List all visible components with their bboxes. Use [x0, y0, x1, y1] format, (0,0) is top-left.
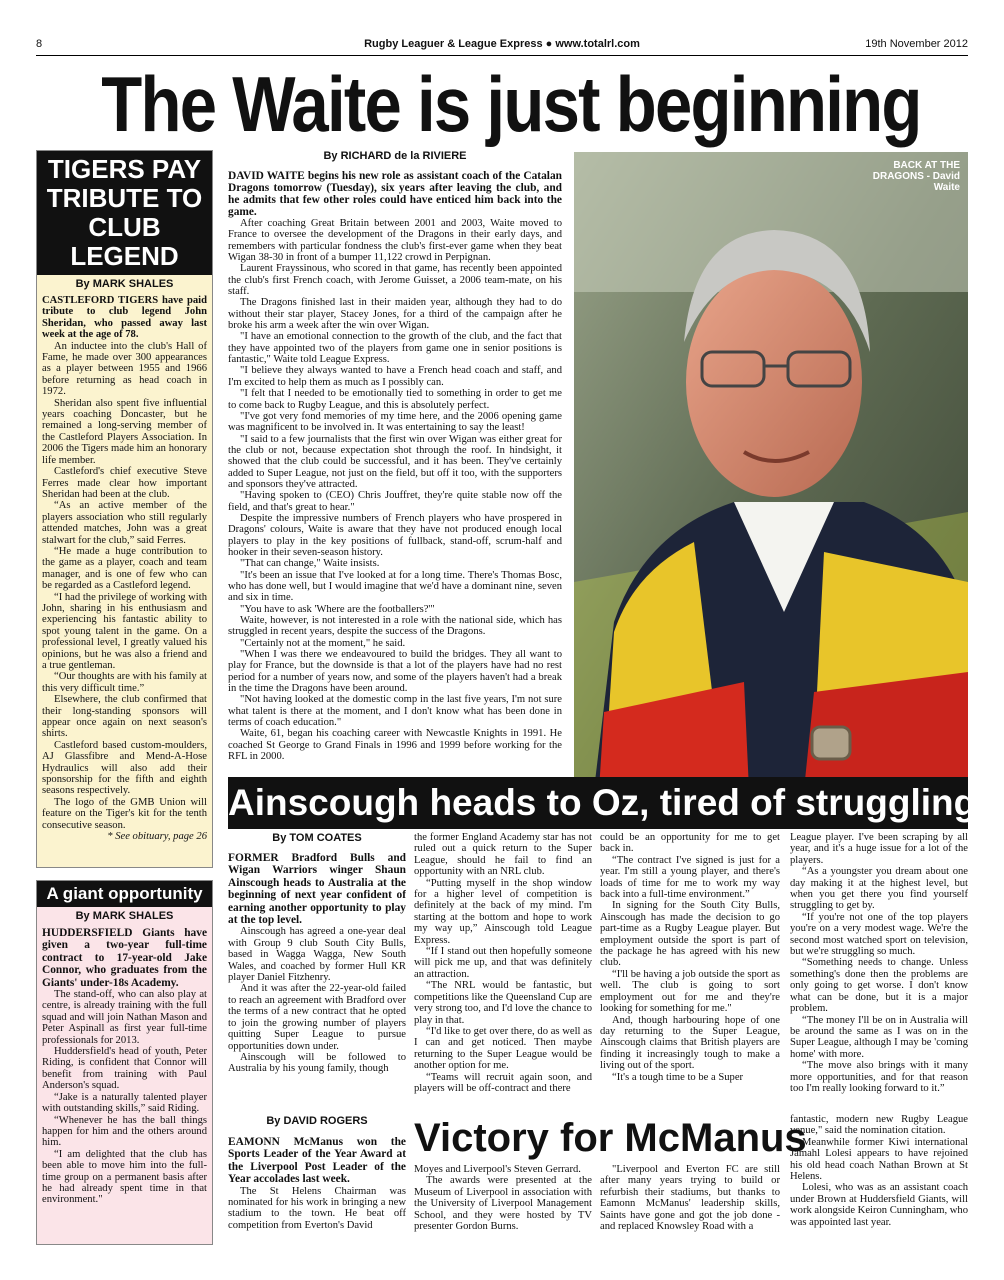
paragraph: Ainscough will be followed to Australia by his young family, though	[228, 1051, 406, 1075]
paragraph: "I believe they always wanted to have a French head coach and staff, and I'm excited to help them as much as I possibly can.	[228, 365, 562, 388]
paragraph: “If you're not one of the top players you're on a very modest wage. We're the second most watched sport on television, but we're struggling so much.	[790, 911, 968, 958]
giant-lead: HUDDERSFIELD Giants have given a two-year full-time contract to 17-year-old Jake Connor, who graduates from the Giants' under-18s Academy.	[42, 927, 207, 989]
paragraph: "I felt that I needed to be emotionally tied to something in order to get me to come back to Rugby League, and this is absolutely perfect.	[228, 388, 562, 411]
paragraph: "Not having looked at the domestic comp in the last five years, I'm not sure what talent is there at the moment, and I don't know what has been done in terms of coach education."	[228, 694, 562, 729]
paragraph: The Dragons finished last in their maiden year, although they had to do without their star player, Stacey Jones, for a third of the campaign after he broke his arm a week after the win over Wigan.	[228, 297, 562, 332]
paragraph: Ainscough has agreed a one-year deal with Group 9 club South City Bulls, based in Wagga Wagga, New South Wales, and coached by former Hull KR player Daniel Fitzhenry.	[228, 926, 406, 984]
giant-body	[37, 925, 212, 1208]
paragraph: Castleford based custom-moulders, AJ Glassfibre and Mend-A-Hose Hydraulics will also add their sponsorship for the fifth and eighth seasons respectively.	[42, 739, 207, 797]
waite-byline: By RICHARD de la RIVIERE	[323, 150, 467, 162]
paragraph: "When I was there we endeavoured to build the bridges. They all want to play for France, but the downside is that a lot of the players have had no rest period for a number of years now, and some of the players haven't had a break in the time the Dragons have been around.	[228, 649, 562, 695]
paragraph: Castleford's chief executive Steve Ferres made clear how important Sheridan had been at the club.	[42, 466, 207, 500]
paragraph: “Something needs to change. Unless something's done then the problems are only going to get worse. I don't know what can be done, but it is a major problem.	[790, 957, 968, 1015]
ainscough-column-3	[600, 832, 780, 1107]
paragraph: And, though harbouring hope of one day returning to the Super League, Ainscough claims that British players are finding it increasingly tough to make a living out of the sport.	[600, 1014, 780, 1072]
ainscough-column-1	[228, 852, 406, 1107]
ainscough-byline: By TOM COATES	[272, 832, 362, 844]
paragraph: The awards were presented at the Museum of Liverpool in association with the University of Liverpool Management School, and they were hosted by TV presenter Gordon Burns.	[414, 1175, 592, 1233]
paragraph: League player. I've been scraping by all year, and it's a huge issue for a lot of the players.	[790, 832, 968, 866]
paragraph: “As a youngster you dream about one day making it at the highest level, but when you get there you find yourself struggling to get by.	[790, 866, 968, 912]
main-headline: The Waite is just beginning	[101, 60, 921, 148]
paragraph: “The contract I've signed is just for a year. I'm still a young player, and there's loads of time for me to work my way back into a full-time environment.”	[600, 854, 780, 901]
publication-name: Rugby Leaguer & League Express ● www.totalrl.com	[364, 38, 640, 50]
paragraph: "It's been an issue that I've looked at for a long time. There's Thomas Bosc, who has done well, but I would imagine that we'd have a dominant nine, seven and six in time.	[228, 569, 562, 604]
paragraph: An inductee into the club's Hall of Fame, he made over 300 appearances as a player between 1955 and 1966 before returning as head coach in 1972.	[42, 340, 207, 398]
paragraph: The stand-off, who can also play at centre, is already training with the full squad and will join Nathan Mason and Peter Aspinall as first year full-time professionals for 2013.	[42, 989, 207, 1046]
paragraph: “I'll be having a job outside the sport as well. The club is going to sort employment out for me and they're looking for something for me."	[600, 968, 780, 1015]
ainscough-lead: FORMER Bradford Bulls and Wigan Warriors winger Shaun Ainscough heads to Australia at the beginning of next year confident of earning another opportunity to play at the top level.	[228, 852, 406, 927]
paragraph: “Jake is a naturally talented player with outstanding skills,” said Riding.	[42, 1091, 207, 1115]
paragraph: the former England Academy star has not ruled out a quick return to the Super League, should he fail to find an opportunity with an NRL club.	[414, 832, 592, 878]
paragraph: Meanwhile former Kiwi international Jamahl Lolesi appears to have rejoined his old head coach Nathan Brown at St Helens.	[790, 1136, 968, 1183]
issue-date: 19th November 2012	[865, 38, 968, 50]
ainscough-column-4	[790, 832, 968, 1107]
paragraph: “Teams will recruit again soon, and players will be off-contract and there	[414, 1071, 592, 1094]
paragraph: “The NRL would be fantastic, but competitions like the Queensland Cup are very strong too, and I'd love the chance to play in that.	[414, 980, 592, 1026]
waite-article-body	[228, 170, 562, 790]
paragraph: "You have to ask 'Where are the footballers?'"	[240, 603, 435, 615]
paragraph: Elsewhere, the club confirmed that their long-standing sponsors will appear once again on next season's shirts.	[42, 694, 207, 740]
mcmanus-column-1	[228, 1136, 406, 1248]
paragraph: “The move also brings with it many more opportunities, and for that reason too I'm really looking forward to it.”	[790, 1060, 968, 1094]
paragraph: “As an active member of the players association who still regularly attended matches, John was a great stalwart for the club,” said Ferres.	[42, 500, 207, 546]
paragraph: "That can change," Waite insists.	[240, 558, 380, 570]
mcmanus-column-4	[790, 1114, 968, 1248]
giant-headline: A giant opportunity	[37, 881, 212, 907]
paragraph: "I have an emotional connection to the growth of the club, and the fact that they have appointed two of the players from game one in senior positions is fantastic," Waite told League Express.	[228, 331, 562, 366]
paragraph: “Our thoughts are with his family at this very difficult time.”	[42, 671, 207, 694]
waite-lead: DAVID WAITE begins his new role as assistant coach of the Catalan Dragons tomorrow (Tuesday), six years after leaving the club, and he admits that few other roles could have enticed him back into the game.	[228, 170, 562, 218]
paragraph: "I said to a few journalists that the first win over Wigan was either great for the club or not, because expectation shot through the roof. In hindsight, it showed that the club could be successful, and it has been. They've certainly added to Super League, not just on the field, but off it too, with the supporters and sponsors they've attracted.	[228, 433, 562, 490]
paragraph: “The money I'll be on in Australia will be around the same as I was on in the Super League, although I may be 'coming home' with more.	[790, 1014, 968, 1060]
david-waite-photo	[574, 152, 968, 790]
paragraph: "Having spoken to (CEO) Chris Jouffret, they're quite stable now off the field, and that's great to hear."	[228, 490, 562, 513]
tigers-body	[37, 293, 212, 845]
paragraph: Moyes and Liverpool's Steven Gerrard.	[414, 1164, 581, 1175]
paragraph: After coaching Great Britain between 2001 and 2003, Waite moved to France to oversee the development of the Dragons in their early days, and remembers with particular fondness the club's first-ever game when they beat Wigan 38-30 in front of a bumper 11,122 crowd in Perpignan.	[228, 218, 562, 264]
see-obituary-note: * See obituary, page 26	[107, 831, 207, 843]
mcmanus-column-2	[414, 1164, 592, 1248]
paragraph: fantastic, modern new Rugby League venue," said the nomination citation.	[790, 1114, 968, 1137]
paragraph: The St Helens Chairman was nominated for his work in bringing a new stadium to the town. He beat off competition from Everton's David	[228, 1185, 406, 1231]
paragraph: “I had the privilege of working with John, sharing in his enthusiasm and experiencing his fantastic ability to spot young talent in the game. On a professional level, I greatly valued his opinions, but he was also a friend and a true gentleman.	[42, 591, 207, 671]
paragraph: Despite the impressive numbers of French players who have prospered in Dragons' colours, Waite is aware that they have not produced enough local players to play in the key positions of fullback, stand-off, scrum-half and hooker in their seven-season history.	[228, 512, 562, 558]
page-header	[36, 36, 968, 56]
paragraph: The logo of the GMB Union will feature on the Tiger's kit for the tenth consecutive season.	[42, 796, 207, 831]
paragraph: "I've got very fond memories of my time here, and the 2006 opening game was magnificent to be involved in. It was entertaining to say the least!	[228, 410, 562, 434]
mcmanus-byline: By DAVID ROGERS	[266, 1115, 368, 1127]
ainscough-column-2	[414, 832, 592, 1107]
paragraph: Waite, however, is not interested in a role with the national side, which has struggled in recent years, despite the success of the Dragons.	[228, 615, 562, 638]
tigers-sidebar	[36, 150, 213, 868]
photo-caption: BACK AT THE DRAGONS - David Waite	[872, 160, 960, 193]
paragraph: could be an opportunity for me to get back in.	[600, 832, 780, 855]
paragraph: In signing for the South City Bulls, Ainscough has made the decision to go part-time as a Rugby League player. But employment outside the sport is part of the package he has agreed with his new club.	[600, 900, 780, 969]
paragraph: Sheridan also spent five influential years coaching Doncaster, but he remained a long-serving member of the Castleford Players Association. In 2006 the Tigers made him an honorary life member.	[42, 397, 207, 466]
paragraph: Lolesi, who was as an assistant coach under Brown at Huddersfield Giants, will work alongside Keiron Cunningham, who was appointed last year.	[790, 1182, 968, 1228]
page-number: 8	[36, 38, 43, 50]
paragraph: “Whenever he has the ball things happen for him and the others around him.	[42, 1114, 207, 1149]
paragraph: “If I stand out then hopefully someone will pick me up, and that was definitely an attraction.	[414, 946, 592, 980]
paragraph: “I am delighted that the club has been able to move him into the full-time group on a permanent basis after he had already spent time in that environment."	[42, 1148, 207, 1206]
tigers-byline: By MARK SHALES	[75, 278, 174, 290]
paragraph: "Liverpool and Everton FC are still after many years trying to build or refurbish their stadiums, but thanks to Eamonn McManus' leadership skills, Saints have gone and got the job done - and replaced Knowsley Road with a	[600, 1164, 780, 1233]
paragraph: Huddersfield's head of youth, Peter Riding, is confident that Connor will benefit from training with Paul Anderson's squad.	[42, 1046, 207, 1092]
paragraph: “It's a tough time to be a Super	[612, 1071, 744, 1083]
giant-sidebar	[36, 880, 213, 1245]
paragraph: Waite, 61, began his coaching career with Newcastle Knights in 1991. He coached St George to Grand Finals in 1996 and 1999 before working for the RFL in 2000.	[228, 728, 562, 763]
paragraph: “He made a huge contribution to the game as a player, coach and team manager, and is one of few who can be regarded as a Castleford legend.	[42, 545, 207, 592]
paragraph: “Putting myself in the shop window for a higher level of competition is definitely at the back of my mind. I'm starting at the bottom and hope to work my way up,” Ainscough told League Express.	[414, 877, 592, 946]
giant-byline: By MARK SHALES	[75, 910, 174, 922]
mcmanus-headline: Victory for McManus	[414, 1116, 807, 1160]
portrait-illustration	[574, 152, 968, 790]
mcmanus-column-3	[600, 1164, 780, 1248]
mcmanus-lead: EAMONN McManus won the Sports Leader of the Year Award at the Liverpool Post Leader of the Year accolades last week.	[228, 1136, 406, 1186]
paragraph: And it was after the 22-year-old failed to reach an agreement with Bradford over the terms of a new contract that he opted to join the growing number of players quitting Super League to pursue opportunities down under.	[228, 983, 406, 1052]
paragraph: "Certainly not at the moment," he said.	[240, 637, 406, 649]
tigers-lead: CASTLEFORD TIGERS have paid tribute to club legend John Sheridan, who passed away last week at the age of 78.	[42, 295, 207, 341]
ainscough-headline: Ainscough heads to Oz, tired of struggling	[228, 777, 968, 829]
tigers-headline: TIGERS PAY TRIBUTE TO CLUB LEGEND	[37, 151, 212, 275]
paragraph: Laurent Frayssinous, who scored in that game, has recently been appointed the club's first French coach, with Jerome Guisset, a 2006 team-mate, on his staff.	[228, 263, 562, 298]
paragraph: “I'd like to get over there, do as well as I can and get noticed. Then maybe returning to the Super League would be another option for me.	[414, 1025, 592, 1072]
